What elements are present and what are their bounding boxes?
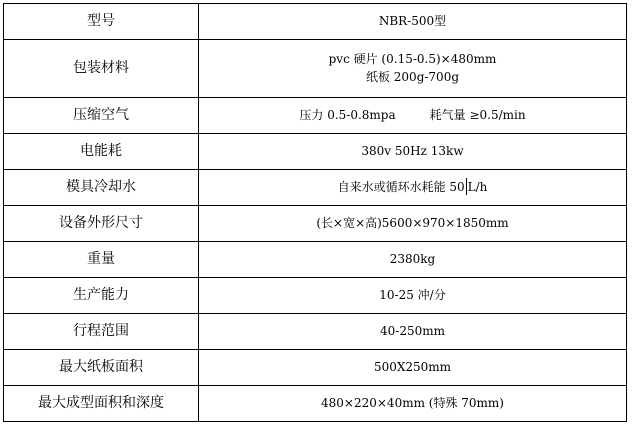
row-value: NBR-500型 bbox=[199, 4, 627, 40]
table-row bbox=[4, 386, 627, 422]
row-value: 500X250mm bbox=[199, 350, 627, 386]
table-row bbox=[4, 4, 627, 40]
table-row bbox=[4, 170, 627, 206]
row-value: 2380kg bbox=[199, 242, 627, 278]
table-row bbox=[4, 134, 627, 170]
value-line: 纸板 200g-700g bbox=[365, 69, 460, 84]
value-part: 耗气量 ≥0.5/min bbox=[429, 107, 526, 122]
row-key: 生产能力 bbox=[4, 278, 199, 314]
row-value: 10-25 冲/分 bbox=[199, 278, 627, 314]
row-key: 设备外形尺寸 bbox=[4, 206, 199, 242]
value-part: 自来水或循环水耗能 50 bbox=[337, 180, 465, 195]
row-key: 电能耗 bbox=[4, 134, 199, 170]
row-value: 40-250mm bbox=[199, 314, 627, 350]
table-row bbox=[4, 40, 627, 98]
row-key: 包装材料 bbox=[4, 40, 199, 98]
row-key: 模具冷却水 bbox=[4, 170, 199, 206]
table-row bbox=[4, 98, 627, 134]
table-row bbox=[4, 278, 627, 314]
spec-table bbox=[3, 3, 627, 422]
row-value: 380v 50Hz 13kw bbox=[199, 134, 627, 170]
text-cursor bbox=[466, 178, 467, 195]
row-key: 最大成型面积和深度 bbox=[4, 386, 199, 422]
row-value: 480×220×40mm (特殊 70mm) bbox=[199, 386, 627, 422]
table-row bbox=[4, 350, 627, 386]
table-row bbox=[4, 314, 627, 350]
row-key: 型号 bbox=[4, 4, 199, 40]
row-key: 压缩空气 bbox=[4, 98, 199, 134]
row-value bbox=[199, 98, 627, 134]
row-key: 重量 bbox=[4, 242, 199, 278]
value-part: 压力 0.5-0.8mpa bbox=[299, 107, 396, 122]
row-value: (长×宽×高)5600×970×1850mm bbox=[199, 206, 627, 242]
table-row bbox=[4, 242, 627, 278]
value-part: L/h bbox=[467, 180, 488, 195]
row-key: 行程范围 bbox=[4, 314, 199, 350]
row-value[interactable] bbox=[199, 170, 627, 206]
row-key: 最大纸板面积 bbox=[4, 350, 199, 386]
table-row bbox=[4, 206, 627, 242]
row-value bbox=[199, 40, 627, 98]
value-line: pvc 硬片 (0.15-0.5)×480mm bbox=[328, 52, 497, 67]
